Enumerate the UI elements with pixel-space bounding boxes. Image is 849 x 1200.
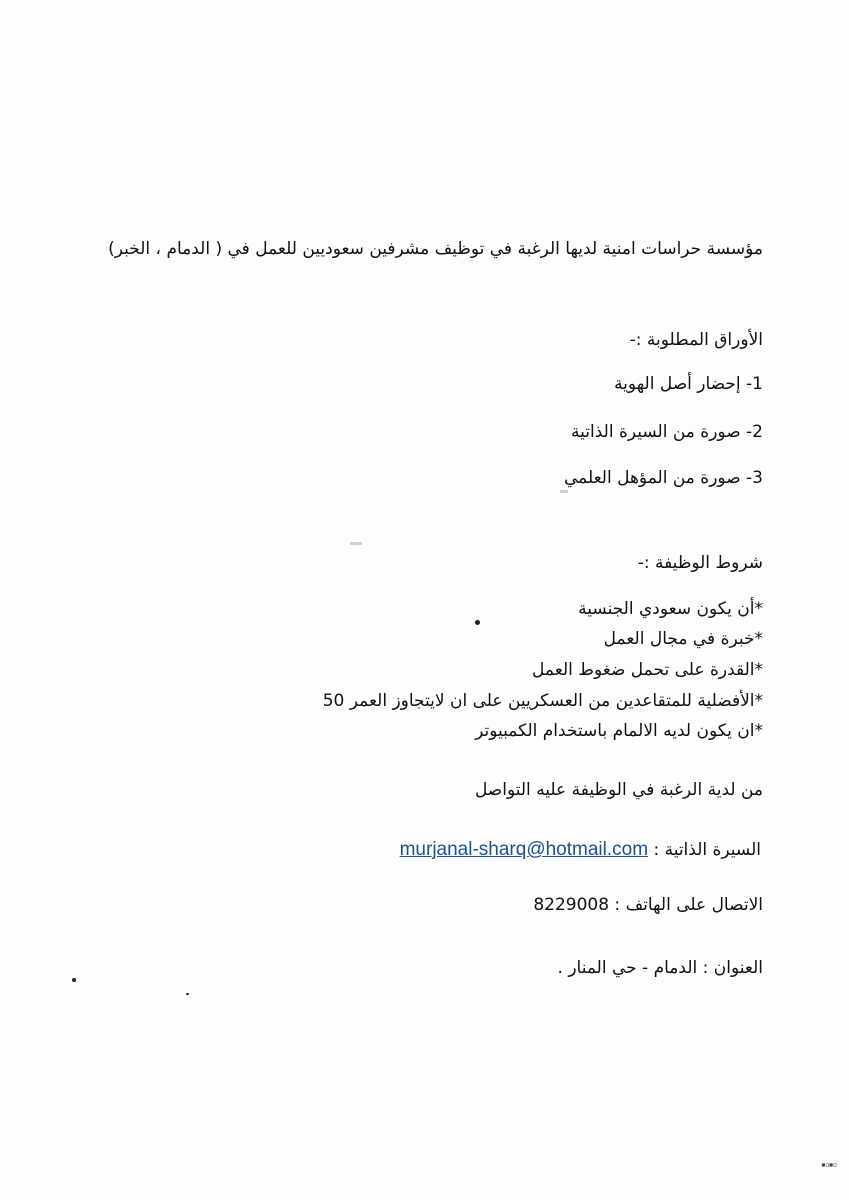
job-condition-item: *القدرة على تحمل ضغوط العمل [532,660,763,680]
scan-speck [475,620,480,625]
scan-speck [72,978,76,982]
intro-text: مؤسسة حراسات امنية لديها الرغبة في توظيف مشرفين سعوديين للعمل في ( الدمام ، الخبر) [108,239,763,259]
phone-line: الاتصال على الهاتف : 8229008 [533,895,763,915]
job-conditions-heading: شروط الوظيفة :- [637,553,763,573]
job-condition-item: *أن يكون سعودي الجنسية [578,599,763,619]
scan-speck [186,993,189,995]
contact-note: من لدية الرغبة في الوظيفة عليه التواصل [474,780,763,800]
scan-mark [350,542,362,545]
cv-email-link[interactable]: murjanal-sharq@hotmail.com [399,839,649,860]
address-line: العنوان : الدمام - حي المنار . [557,958,763,978]
scan-mark [560,490,568,493]
cv-label: السيرة الذاتية : [653,840,761,860]
job-condition-item: *الأفضلية للمتقاعدين من العسكريين على ان لايتجاوز العمر 50 [322,691,763,711]
required-document-item: 1- إحضار أصل الهوية [614,374,763,394]
scan-noise-mark: ▪▫▪▫ [821,1160,837,1169]
required-document-item: 3- صورة من المؤهل العلمي [563,468,763,488]
required-documents-heading: الأوراق المطلوبة :- [629,330,763,350]
job-condition-item: *خبرة في مجال العمل [603,629,763,649]
cv-line [400,838,761,862]
job-condition-item: *ان يكون لديه الالمام باستخدام الكمبيوتر [475,721,763,741]
required-document-item: 2- صورة من السيرة الذاتية [571,422,763,442]
